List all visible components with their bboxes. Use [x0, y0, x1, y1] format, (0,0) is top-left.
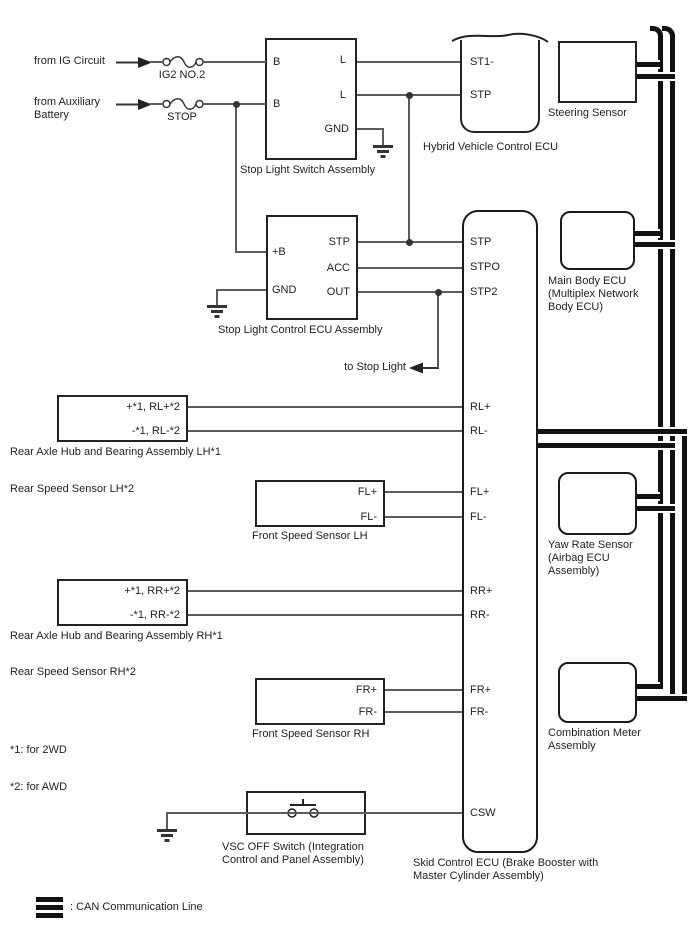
yaw-rate-sensor-label: Yaw Rate Sensor (Airbag ECU Assembly) [548, 539, 633, 577]
junction-dot [406, 239, 413, 246]
front-lh-terminal-minus: FL- [360, 511, 377, 523]
combination-meter-label: Combination Meter Assembly [548, 727, 641, 752]
front-rh-label: Front Speed Sensor RH [252, 728, 370, 740]
rear-rh-terminal-minus: -*1, RR-*2 [129, 609, 180, 621]
main-body-ecu-box [560, 211, 635, 270]
wire [202, 61, 266, 63]
terminal-b1: B [273, 56, 281, 68]
terminal-stp2: STP2 [470, 286, 498, 298]
steering-sensor-box [558, 41, 637, 103]
footnote-awd: *2: for AWD [10, 781, 68, 793]
wire [188, 406, 462, 408]
ground-icon [371, 145, 395, 159]
wire [235, 104, 237, 252]
combination-meter-box [558, 662, 637, 723]
can-legend-icon [36, 897, 63, 902]
right-arrow-icon [116, 57, 152, 68]
terminal-rr-minus: RR- [470, 609, 490, 621]
can-trunk-line [682, 429, 687, 701]
hybrid-ecu-box [460, 40, 540, 133]
terminal-stp: STP [470, 89, 492, 101]
rear-lh-terminal-minus: -*1, RL-*2 [131, 425, 180, 437]
terminal-out: OUT [326, 286, 350, 298]
terminal-gnd: GND [324, 123, 349, 135]
terminal-st1: ST1- [470, 56, 494, 68]
stop-light-control-ecu-label: Stop Light Control ECU Assembly [218, 324, 383, 336]
fuse-icon [162, 55, 204, 69]
wire [385, 689, 462, 691]
can-legend-icon [36, 905, 63, 910]
terminal-plus-b: +B [272, 246, 286, 258]
wire [358, 267, 462, 269]
rear-lh-label-1: Rear Axle Hub and Bearing Assembly LH*1 [10, 446, 221, 458]
hybrid-ecu-label: Hybrid Vehicle Control ECU [423, 141, 559, 153]
terminal-stpo: STPO [470, 261, 500, 273]
rear-rh-label-2: Rear Speed Sensor RH*2 [10, 666, 136, 678]
wire [188, 614, 462, 616]
rear-rh-terminal-plus: +*1, RR+*2 [124, 585, 180, 597]
junction-dot [406, 92, 413, 99]
wire [235, 251, 266, 253]
can-tap [637, 74, 675, 79]
rear-rh-label-1: Rear Axle Hub and Bearing Assembly RH*1 [10, 630, 223, 642]
rear-lh-terminal-plus: +*1, RL+*2 [126, 401, 180, 413]
wire [217, 289, 266, 291]
can-legend-icon [36, 913, 63, 918]
terminal-stp: STP [328, 236, 350, 248]
can-tap [637, 684, 660, 689]
yaw-rate-sensor-box [558, 472, 637, 535]
terminal-stp: STP [470, 236, 492, 248]
junction-dot [233, 101, 240, 108]
terminal-rr-plus: RR+ [470, 585, 493, 597]
front-rh-terminal-plus: FR+ [355, 684, 377, 696]
fuse-ig2-label: IG2 NO.2 [158, 69, 206, 81]
can-tap [538, 429, 687, 434]
fuse-icon [162, 97, 204, 111]
wire [385, 491, 462, 493]
main-body-ecu-label: Main Body ECU (Multiplex Network Body ECU) [548, 275, 639, 313]
wire [188, 590, 462, 592]
right-arrow-icon [116, 99, 152, 110]
terminal-acc: ACC [326, 262, 350, 274]
wire [166, 812, 168, 829]
fuse-stop-label: STOP [167, 111, 197, 123]
front-lh-label: Front Speed Sensor LH [252, 530, 368, 542]
ground-icon [155, 829, 179, 843]
stop-light-switch-label: Stop Light Switch Assembly [240, 164, 376, 176]
can-trunk-line [670, 35, 675, 701]
can-legend-label: : CAN Communication Line [70, 901, 203, 913]
terminal-csw: CSW [470, 807, 496, 819]
wire [437, 292, 439, 368]
terminal-fr-plus: FR+ [470, 684, 492, 696]
terminal-b2: B [273, 98, 281, 110]
ig-circuit-label: from IG Circuit [34, 55, 105, 67]
skid-ecu-label: Skid Control ECU (Brake Booster with Master Cylinder Assembly) [413, 857, 599, 882]
wire [385, 711, 462, 713]
rear-lh-label-2: Rear Speed Sensor LH*2 [10, 483, 135, 495]
terminal-rl-plus: RL+ [470, 401, 491, 413]
can-tap [637, 696, 687, 701]
can-trunk-line [658, 35, 663, 689]
wire [150, 61, 164, 63]
wire [167, 812, 462, 814]
can-tap [637, 494, 660, 499]
terminal-rl-minus: RL- [470, 425, 488, 437]
switch-icon [284, 797, 322, 819]
wire [385, 516, 462, 518]
wire [408, 95, 410, 243]
can-tap [635, 231, 660, 236]
can-tap [538, 443, 675, 448]
can-tap [637, 62, 660, 67]
can-tap [637, 506, 675, 511]
ground-icon [205, 305, 229, 319]
wire [358, 291, 462, 293]
wire [216, 289, 218, 305]
front-lh-terminal-plus: FL+ [357, 486, 377, 498]
vsc-off-switch-label: VSC OFF Switch (Integration Control and Panel Assembly) [222, 841, 364, 866]
footnote-2wd: *1: for 2WD [10, 744, 67, 756]
steering-sensor-label: Steering Sensor [548, 107, 627, 119]
can-tap [635, 242, 675, 247]
terminal-gnd: GND [272, 284, 297, 296]
skid-ecu-box [462, 210, 538, 853]
wire [357, 128, 384, 130]
wire [382, 128, 384, 145]
terminal-l1: L [339, 54, 346, 66]
wire [150, 103, 164, 105]
terminal-fr-minus: FR- [470, 706, 489, 718]
terminal-fl-minus: FL- [470, 511, 487, 523]
wire [188, 430, 462, 432]
aux-battery-label: from Auxiliary Battery [34, 96, 101, 121]
front-rh-terminal-minus: FR- [358, 706, 377, 718]
junction-dot [435, 289, 442, 296]
to-stop-light-label: to Stop Light [344, 361, 406, 373]
terminal-l2: L [339, 89, 346, 101]
left-arrow-icon [409, 362, 439, 374]
wire [357, 61, 460, 63]
terminal-fl-plus: FL+ [470, 486, 490, 498]
